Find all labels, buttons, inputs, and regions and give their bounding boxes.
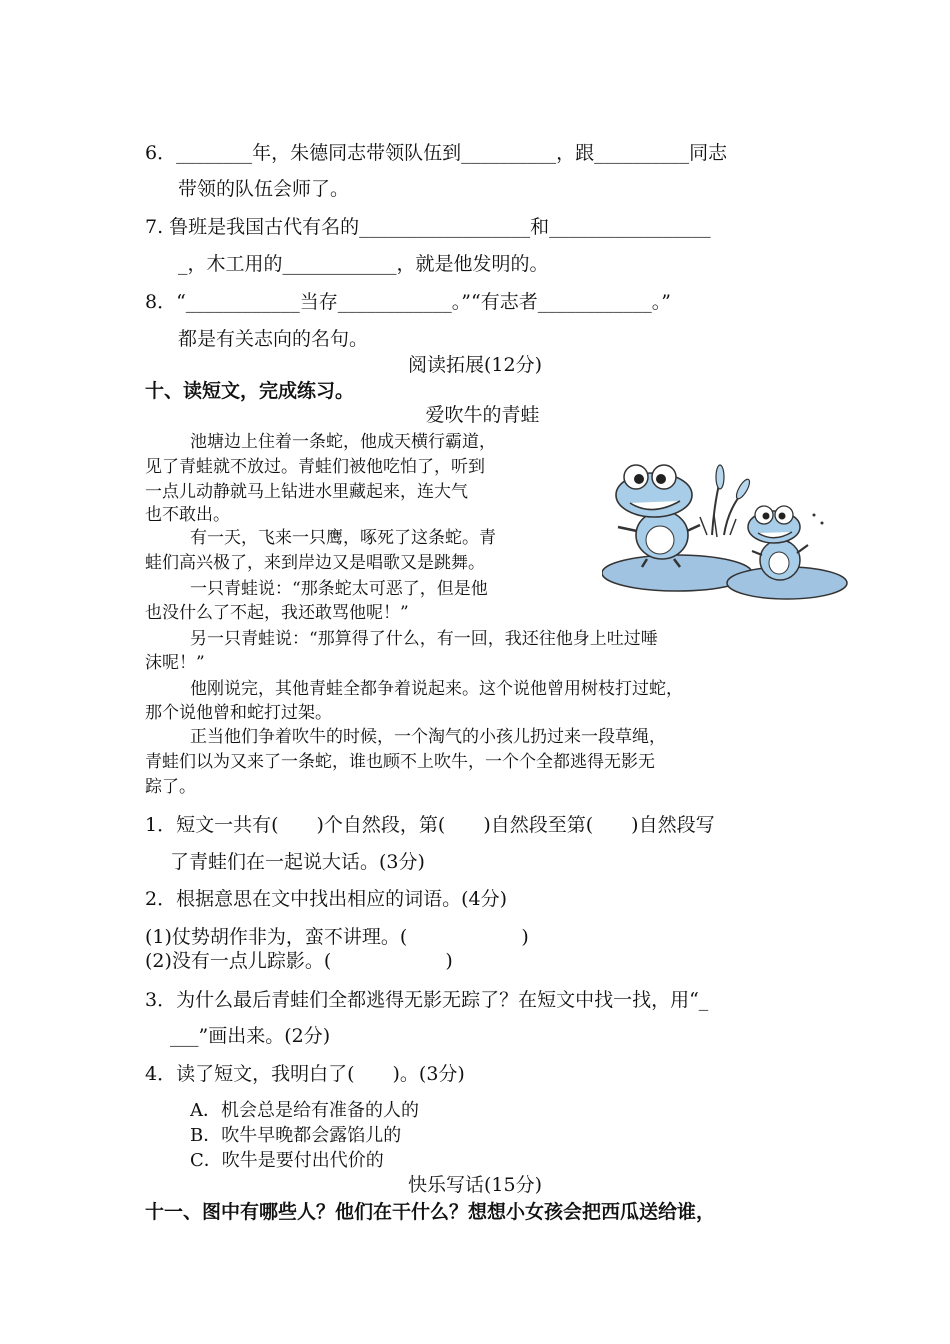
question-8-line-2: 都是有关志向的名句。: [178, 328, 369, 350]
reading-question-2-sub-2: (2)没有一点儿踪影。( ): [145, 950, 453, 972]
story-line: 踪了。: [145, 777, 196, 797]
story-line: 有一天，飞来一只鹰，啄死了这条蛇。青: [190, 528, 496, 548]
story-line: 见了青蛙就不放过。青蛙们被他吃怕了，听到: [145, 457, 485, 477]
question-7-line-2: _，木工用的____________，就是他发明的。: [178, 253, 549, 275]
story-line: 那个说他曾和蛇打过架。: [145, 703, 332, 723]
reading-question-3-line-1: 3．为什么最后青蛙们全都逃得无影无踪了？在短文中找一找，用“_: [145, 989, 709, 1011]
question-8-line-1: 8．“____________当存____________。”“有志者____________。”: [145, 291, 671, 313]
reading-question-3-line-2: ___”画出来。(2分): [170, 1025, 331, 1047]
story-line: 青蛙们以为又来了一条蛇，谁也顾不上吹牛，一个个全都逃得无影无: [145, 752, 655, 772]
reading-question-1-line-1: 1．短文一共有( )个自然段，第( )自然段至第( )自然段写: [145, 814, 715, 836]
story-line: 另一只青蛙说：“那算得了什么，有一回，我还往他身上吐过唾: [190, 629, 658, 649]
writing-question-title: 十一、图中有哪些人？他们在干什么？想想小女孩会把西瓜送给谁，: [145, 1201, 716, 1223]
reading-question-2: 2．根据意思在文中找出相应的词语。(4分): [145, 888, 508, 910]
story-line: 也不敢出。: [145, 505, 230, 525]
reading-question-2-sub-1: (1)仗势胡作非为，蛮不讲理。( ): [145, 926, 529, 948]
story-line: 池塘边上住着一条蛇，他成天横行霸道，: [190, 432, 496, 452]
option-b: B．吹牛早晚都会露馅儿的: [190, 1125, 402, 1146]
reading-section-header: 阅读拓展(12分): [407, 354, 542, 376]
question-7-line-1: 7. 鲁班是我国古代有名的__________________和_________________: [145, 216, 711, 238]
question-6-line-1: 6．________年，朱德同志带领队伍到__________，跟__________同志: [145, 142, 728, 164]
option-a: A．机会总是给有准备的人的: [190, 1100, 419, 1121]
reading-question-4: 4．读了短文，我明白了( )。(3分): [145, 1063, 465, 1085]
story-line: 沫呢！”: [145, 653, 205, 673]
story-line: 一只青蛙说：“那条蛇太可恶了，但是他: [190, 579, 488, 599]
reading-question-title: 十、读短文，完成练习。: [145, 380, 355, 402]
story-line: 蛙们高兴极了，来到岸边又是唱歌又是跳舞。: [145, 553, 485, 573]
story-line: 也没什么了不起，我还敢骂他呢！”: [145, 603, 409, 623]
story-line: 正当他们争着吹牛的时候，一个淘气的小孩儿扔过来一段草绳，: [190, 727, 666, 747]
story-line: 他刚说完，其他青蛙全都争着说起来。这个说他曾用树枝打过蛇，: [190, 679, 683, 699]
question-6-line-2: 带领的队伍会师了。: [178, 178, 350, 200]
story-line: 一点儿动静就马上钻进水里藏起来，连大气: [145, 482, 468, 502]
option-c: C．吹牛是要付出代价的: [190, 1150, 384, 1171]
story-title: 爱吹牛的青蛙: [425, 404, 540, 426]
writing-section-header: 快乐写话(15分): [407, 1174, 542, 1196]
frogs-illustration: [602, 455, 852, 615]
reading-question-1-line-2: 了青蛙们在一起说大话。(3分): [170, 851, 425, 873]
